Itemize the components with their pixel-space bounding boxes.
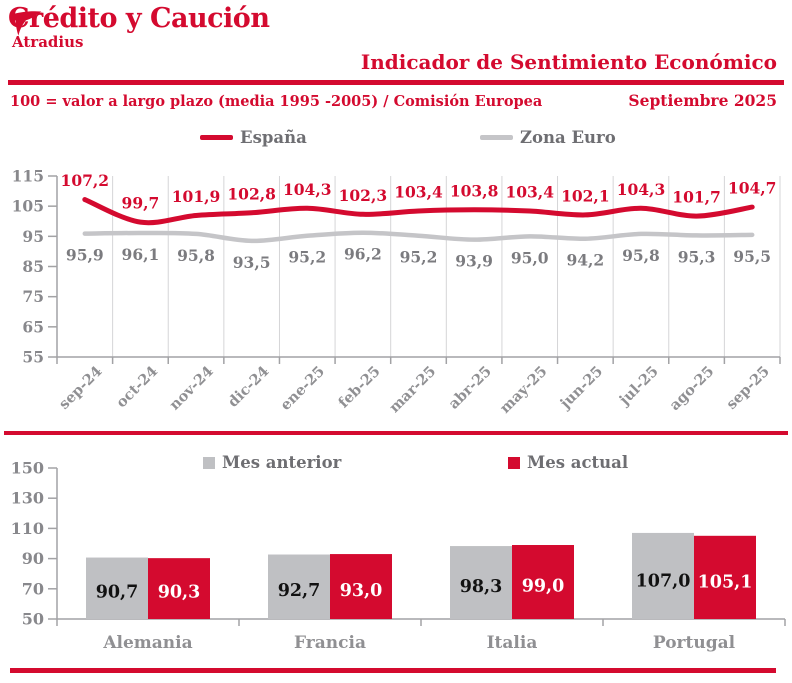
y-tick-label: 85 <box>22 257 44 276</box>
espana-data-label: 103,8 <box>449 181 499 201</box>
bar-value-label: 105,1 <box>697 572 753 593</box>
category-label: Alemania <box>103 633 193 653</box>
bar-value-label: 90,3 <box>157 582 201 603</box>
y-tick-label: 105 <box>11 196 44 216</box>
y-tick-label: 65 <box>22 317 44 337</box>
sentiment-line-chart <box>0 160 792 428</box>
month-label: dic-24 <box>224 362 273 411</box>
zona-euro-data-label: 93,9 <box>455 251 493 271</box>
chart-subtitle: 100 = valor a largo plazo (media 1995 -2005) / Comisión Europea <box>10 93 543 110</box>
y-tick-label: 70 <box>21 579 44 599</box>
espana-data-label: 102,1 <box>561 186 610 206</box>
country-bar-chart <box>0 452 792 683</box>
y-tick-label: 95 <box>22 226 44 246</box>
zona-euro-data-label: 96,1 <box>121 245 160 265</box>
report-date: Septiembre 2025 <box>628 91 777 110</box>
zona-euro-data-label: 95,2 <box>399 247 438 267</box>
zona-euro-data-label: 93,5 <box>232 252 271 272</box>
month-label: jun-25 <box>557 362 607 412</box>
zona-euro-data-label: 95,3 <box>677 247 716 267</box>
bar-value-label: 90,7 <box>95 582 139 603</box>
brand-subname: Atradius <box>12 33 84 51</box>
month-label: mar-25 <box>385 362 440 417</box>
month-label: ago-25 <box>666 362 718 415</box>
month-label: nov-24 <box>166 362 217 414</box>
bar-value-label: 99,0 <box>521 576 565 597</box>
zona-euro-legend-label: Zona Euro <box>520 128 616 147</box>
section-divider <box>4 431 788 435</box>
category-label: Francia <box>294 633 366 653</box>
month-label: feb-25 <box>335 362 384 412</box>
zona-euro-data-label: 94,2 <box>566 250 605 270</box>
category-label: Portugal <box>652 633 736 653</box>
bar-value-label: 93,0 <box>339 580 383 601</box>
month-label: abr-25 <box>445 362 495 413</box>
espana-data-label: 104,3 <box>282 179 332 199</box>
brand-bird-icon <box>6 8 44 38</box>
month-label: sep-24 <box>55 362 106 413</box>
espana-data-label: 104,3 <box>616 179 666 199</box>
espana-data-label: 103,4 <box>394 182 443 202</box>
zona-euro-data-label: 95,0 <box>510 248 549 268</box>
y-tick-label: 50 <box>21 609 44 629</box>
zona-euro-data-label: 95,5 <box>733 246 772 266</box>
espana-data-label: 99,7 <box>121 193 160 213</box>
espana-data-label: 103,4 <box>505 182 555 202</box>
zona-euro-data-label: 95,8 <box>622 245 660 265</box>
espana-data-label: 107,2 <box>60 171 110 191</box>
y-tick-label: 115 <box>11 166 44 186</box>
bar-value-label: 92,7 <box>277 580 321 601</box>
espana-data-label: 102,3 <box>338 185 388 205</box>
y-tick-label: 90 <box>21 549 44 569</box>
espana-data-label: 102,8 <box>227 184 276 204</box>
zona-euro-data-label: 95,9 <box>65 245 104 265</box>
legend-item-zona-euro <box>480 128 616 147</box>
espana-legend-label: España <box>240 128 307 147</box>
mes-actual-legend-label: Mes actual <box>527 453 629 472</box>
espana-data-label: 101,7 <box>672 187 721 207</box>
zona-euro-line-swatch <box>480 135 513 140</box>
zona-euro-data-label: 95,8 <box>177 245 215 265</box>
month-label: may-25 <box>496 362 551 417</box>
month-label: oct-24 <box>112 362 162 412</box>
brand-name: Crédito y Caución <box>8 3 270 34</box>
y-tick-label: 55 <box>22 347 44 367</box>
y-tick-label: 130 <box>10 488 44 508</box>
month-label: jul-25 <box>616 362 662 409</box>
y-tick-label: 150 <box>10 458 44 478</box>
zona-euro-line <box>85 233 752 241</box>
zona-euro-data-label: 95,2 <box>288 247 327 267</box>
legend-item-espana <box>200 128 307 147</box>
brand-logo <box>6 4 269 50</box>
month-label: ene-25 <box>277 362 329 414</box>
header-divider <box>8 80 784 85</box>
y-tick-label: 75 <box>22 287 44 307</box>
footer-divider <box>10 668 776 673</box>
category-label: Italia <box>486 633 538 653</box>
espana-data-label: 101,9 <box>171 187 221 207</box>
y-tick-label: 110 <box>10 518 44 538</box>
zona-euro-data-label: 96,2 <box>344 244 382 264</box>
bar-value-label: 107,0 <box>635 571 691 592</box>
subtitle-row <box>10 91 777 110</box>
report-title: Indicador de Sentimiento Económico <box>360 50 777 74</box>
month-label: sep-25 <box>723 362 774 413</box>
espana-data-label: 104,7 <box>727 178 777 198</box>
bar-value-label: 98,3 <box>459 577 503 598</box>
mes-anterior-legend-label: Mes anterior <box>222 453 342 472</box>
espana-line-swatch <box>200 135 233 140</box>
